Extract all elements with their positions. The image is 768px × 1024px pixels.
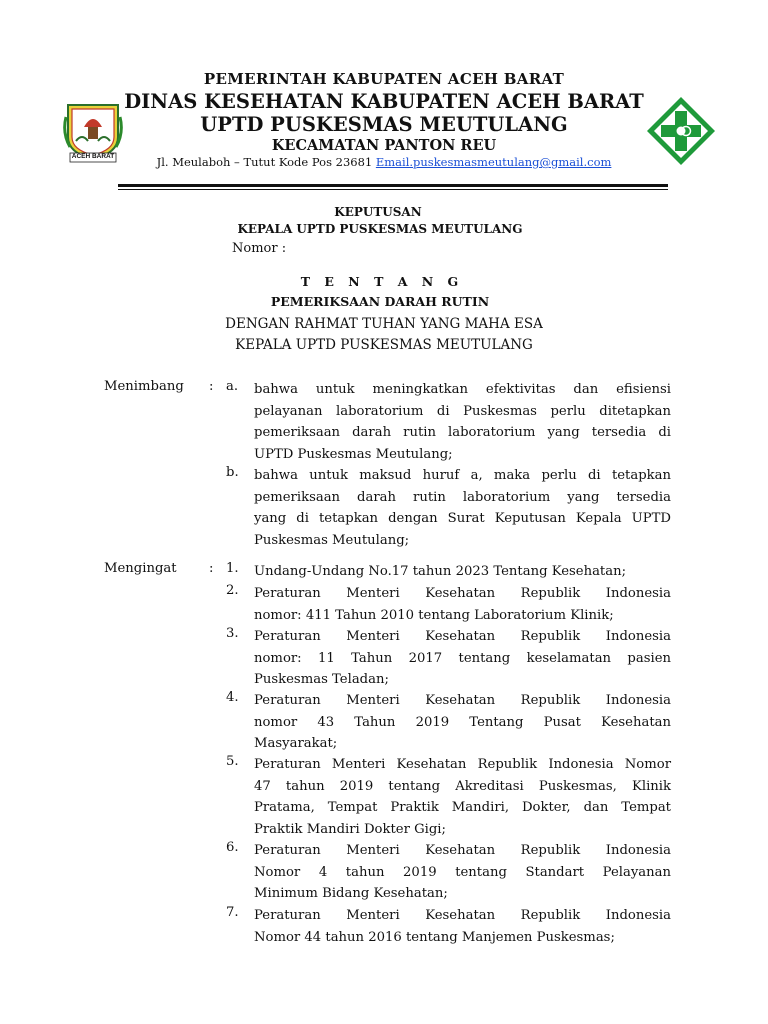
item-text-line: nomor 43 Tahun 2019 Tentang Pusat Kesehatan bbox=[254, 714, 671, 730]
mengingat-label: Mengingat bbox=[104, 561, 177, 576]
item-text-line: Peraturan Menteri Kesehatan Republik Indonesia bbox=[254, 908, 671, 923]
item-text-line: yang di tetapkan dengan Surat Keputusan Kepala UPTD bbox=[254, 511, 671, 526]
item-text-line: 47 tahun 2019 tentang Akreditasi Puskesmas, Klinik bbox=[254, 778, 671, 794]
item-text-line: UPTD Puskesmas Meutulang; bbox=[254, 446, 453, 462]
item-text-line: Puskesmas Meutulang; bbox=[254, 532, 410, 548]
address-line bbox=[0, 155, 768, 169]
item-number: a. bbox=[226, 379, 239, 394]
signatory-title: KEPALA UPTD PUSKESMAS MEUTULANG bbox=[235, 337, 533, 353]
item-text-line: pemeriksaan darah rutin laboratorium yang tersedia bbox=[254, 489, 671, 505]
item-text-line: Puskesmas Teladan; bbox=[254, 672, 389, 687]
decree-number-label: Nomor : bbox=[232, 241, 287, 256]
decree-issuer: KEPALA UPTD PUSKESMAS MEUTULANG bbox=[237, 222, 523, 236]
item-text-line: Peraturan Menteri Kesehatan Republik Indonesia Nomor bbox=[254, 757, 671, 772]
item-text bbox=[254, 465, 671, 551]
decree-subject: PEMERIKSAAN DARAH RUTIN bbox=[270, 294, 490, 309]
item-text-line: Masyarakat; bbox=[254, 736, 338, 751]
government-name: PEMERINTAH KABUPATEN ACEH BARAT bbox=[203, 70, 565, 88]
item-number: 3. bbox=[226, 626, 239, 641]
email-link[interactable]: Email.puskesmasmeutulang@gmail.com bbox=[375, 155, 612, 169]
item-number: 4. bbox=[226, 690, 239, 705]
item-number: 5. bbox=[226, 754, 239, 769]
item-number: 6. bbox=[226, 840, 239, 855]
emblem-caption: ACEH BARAT bbox=[71, 153, 115, 160]
item-text bbox=[254, 626, 671, 691]
item-text bbox=[254, 561, 671, 583]
item-text-line: Peraturan Menteri Kesehatan Republik Indonesia bbox=[254, 693, 671, 708]
district-name: KECAMATAN PANTON REU bbox=[271, 137, 497, 154]
letterhead bbox=[0, 0, 768, 200]
item-text-line: Praktik Mandiri Dokter Gigi; bbox=[254, 821, 446, 837]
item-text-line: nomor: 11 Tahun 2017 tentang keselamatan pasien bbox=[254, 650, 671, 666]
item-text bbox=[254, 690, 671, 755]
item-text-line: Nomor 4 tahun 2019 tentang Standart Pelayanan bbox=[254, 864, 671, 880]
item-text-line: Nomor 44 tahun 2016 tentang Manjemen Puskesmas; bbox=[254, 929, 615, 945]
item-text bbox=[254, 905, 671, 948]
mengingat-colon: : bbox=[209, 561, 214, 576]
item-text-line: Peraturan Menteri Kesehatan Republik Indonesia bbox=[254, 843, 671, 858]
item-number: 7. bbox=[226, 905, 239, 920]
address-text: Jl. Meulaboh – Tutut Kode Pos 23681 bbox=[156, 155, 373, 169]
item-text bbox=[254, 754, 671, 840]
letterhead-rule-thin bbox=[118, 189, 668, 190]
tentang-heading: T E N T A N G bbox=[300, 274, 464, 289]
decree-heading: KEPUTUSAN bbox=[334, 205, 422, 219]
item-text-line: bahwa untuk maksud huruf a, maka perlu di tetapkan bbox=[254, 468, 671, 483]
item-text-line: bahwa untuk meningkatkan efektivitas dan efisiensi bbox=[254, 382, 671, 397]
item-text-line: pelayanan laboratorium di Puskesmas perlu ditetapkan bbox=[254, 403, 671, 419]
item-number: 2. bbox=[226, 583, 239, 598]
item-text bbox=[254, 379, 671, 465]
item-number: b. bbox=[226, 465, 239, 480]
puskesmas-name: UPTD PUSKESMAS MEUTULANG bbox=[200, 113, 568, 136]
item-text-line: Minimum Bidang Kesehatan; bbox=[254, 886, 448, 901]
item-text-line: nomor: 411 Tahun 2010 tentang Laboratorium Klinik; bbox=[254, 607, 614, 623]
menimbang-label: Menimbang bbox=[104, 379, 184, 394]
item-text-line: pemeriksaan darah rutin laboratorium yang tersedia di bbox=[254, 425, 671, 440]
item-text-line: Peraturan Menteri Kesehatan Republik Indonesia bbox=[254, 586, 671, 601]
item-text-line: Undang-Undang No.17 tahun 2023 Tentang Kesehatan; bbox=[254, 564, 627, 579]
agency-name: DINAS KESEHATAN KABUPATEN ACEH BARAT bbox=[124, 90, 644, 113]
item-text bbox=[254, 840, 671, 905]
invocation-line: DENGAN RAHMAT TUHAN YANG MAHA ESA bbox=[225, 316, 543, 332]
letterhead-rule-thick bbox=[118, 184, 668, 187]
item-text-line: Pratama, Tempat Praktik Mandiri, Dokter, dan Tempat bbox=[254, 800, 671, 815]
item-text bbox=[254, 583, 671, 626]
menimbang-colon: : bbox=[209, 379, 214, 394]
item-number: 1. bbox=[226, 561, 239, 576]
item-text-line: Peraturan Menteri Kesehatan Republik Indonesia bbox=[254, 629, 671, 644]
